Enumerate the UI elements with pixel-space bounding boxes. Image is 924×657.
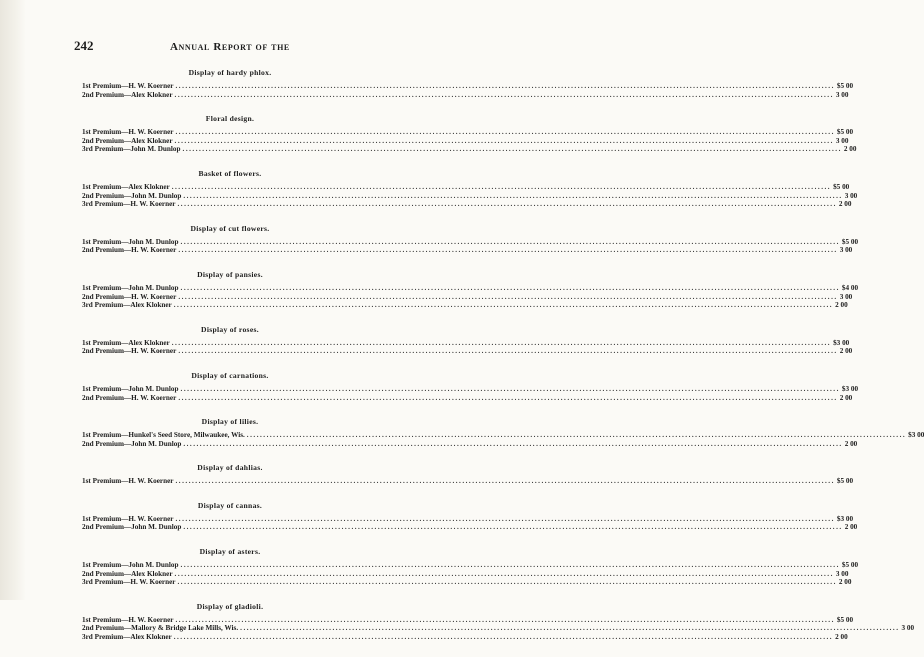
dot-leader: ........................................................................................................................................................................................................ [183, 191, 843, 200]
premium-amount: $5 00 [836, 477, 854, 486]
premium-winner: 2nd Premium—John M. Dunlop [82, 523, 182, 532]
dot-leader: ........................................................................................................................................................................................................ [175, 128, 835, 137]
dot-leader: ........................................................................................................................................................................................................ [178, 347, 838, 356]
premium-row [74, 145, 857, 154]
premium-amount: $3 00 [833, 338, 850, 347]
premium-winner: 2nd Premium—John M. Dunlop [82, 439, 182, 448]
section-title: Display of cannas. [197, 500, 263, 510]
dot-leader: ........................................................................................................................................................................................................ [180, 283, 840, 292]
premium-winner: 1st Premium—Hunkel's Seed Store, Milwaukee, Wis. [82, 431, 245, 440]
premium-winner: 2nd Premium—H. W. Koerner [82, 246, 177, 255]
dot-leader: ........................................................................................................................................................................................................ [177, 578, 837, 587]
premium-amount: $5 00 [841, 237, 859, 246]
premium-amount: 2 00 [844, 523, 858, 532]
premium-row [74, 624, 915, 633]
dot-leader: ........................................................................................................................................................................................................ [174, 136, 834, 145]
premium-amount: 2 00 [835, 633, 848, 642]
premium-winner: 2nd Premium—John M. Dunlop [82, 191, 182, 200]
premium-amount: 2 00 [838, 200, 852, 209]
premium-winner: 1st Premium—John M. Dunlop [82, 384, 179, 393]
premium-amount: 3 00 [835, 136, 849, 145]
premium-section [74, 500, 858, 532]
dot-leader: ........................................................................................................................................................................................................ [173, 301, 834, 310]
section-title: Display of dahlias. [197, 463, 263, 473]
page-number: 242 [74, 38, 94, 53]
premium-row [74, 439, 858, 449]
premium-winner: 1st Premium—Alex Klokner [82, 182, 170, 191]
premium-amount: $3 00 [836, 514, 854, 523]
premium-winner: 1st Premium—H. W. Koerner [82, 514, 174, 523]
premium-winner: 2nd Premium—Mallory & Bridge Lake Mills, Wis. [82, 624, 239, 633]
premium-section [74, 269, 859, 310]
premium-amount: 3 00 [844, 191, 858, 200]
section-title: Display of roses. [201, 324, 259, 334]
premium-amount: $5 00 [836, 82, 854, 90]
premium-winner: 2nd Premium—Alex Klokner [82, 569, 173, 578]
dot-leader: ........................................................................................................................................................................................................ [178, 393, 838, 402]
premium-amount: 2 00 [843, 145, 857, 154]
section-title: Display of pansies. [197, 269, 263, 279]
premium-winner: 3rd Premium—Alex Klokner [82, 633, 172, 642]
dot-leader: ........................................................................................................................................................................................................ [175, 514, 835, 523]
premium-amount: 3 00 [835, 90, 849, 99]
dot-leader: ........................................................................................................................................................................................................ [180, 561, 840, 570]
premium-amount: 3 00 [839, 292, 853, 301]
premium-amount: $5 00 [836, 615, 854, 624]
premium-amount: 3 00 [839, 246, 853, 255]
dot-leader: ........................................................................................................................................................................................................ [183, 439, 843, 448]
dot-leader: ........................................................................................................................................................................................................ [240, 624, 900, 633]
premium-row [74, 292, 853, 302]
premium-winner: 1st Premium—H. W. Koerner [82, 477, 174, 486]
premium-winner: 1st Premium—John M. Dunlop [82, 561, 179, 570]
premium-row [74, 90, 849, 100]
section-title: Display of asters. [199, 547, 261, 557]
premium-row [74, 384, 859, 394]
document-page [74, 38, 924, 657]
section-title: Display of gladioli. [196, 601, 264, 611]
premium-row [74, 182, 850, 192]
page-edge-shading [0, 0, 26, 600]
premium-list [74, 68, 924, 642]
dot-leader: ........................................................................................................................................................................................................ [173, 633, 834, 642]
running-head-title: Annual Report of the [170, 41, 290, 53]
premium-winner: 1st Premium—H. W. Koerner [82, 128, 174, 137]
premium-section [74, 114, 857, 154]
dot-leader: ........................................................................................................................................................................................................ [177, 200, 837, 209]
premium-amount: $3 00 [908, 431, 924, 440]
premium-amount: 2 00 [838, 578, 852, 587]
premium-section [74, 463, 854, 486]
premium-row [74, 301, 848, 310]
dot-leader: ........................................................................................................................................................................................................ [246, 431, 907, 440]
premium-section [74, 547, 859, 587]
premium-amount: 2 00 [839, 393, 853, 402]
premium-row [74, 477, 854, 486]
dot-leader: ........................................................................................................................................................................................................ [178, 246, 838, 255]
dot-leader: ........................................................................................................................................................................................................ [171, 338, 832, 347]
premium-row [74, 191, 858, 201]
premium-row [74, 128, 854, 137]
premium-amount: 3 00 [835, 569, 849, 578]
section-title: Floral design. [205, 114, 255, 124]
premium-row [74, 338, 850, 348]
dot-leader: ........................................................................................................................................................................................................ [171, 182, 832, 191]
premium-winner: 2nd Premium—Alex Klokner [82, 136, 173, 145]
premium-row [74, 136, 849, 146]
dot-leader: ........................................................................................................................................................................................................ [183, 523, 843, 532]
premium-row [74, 633, 848, 642]
premium-winner: 3rd Premium—John M. Dunlop [82, 145, 181, 154]
premium-section [74, 68, 854, 99]
section-title: Basket of flowers. [198, 168, 262, 178]
premium-section [74, 168, 858, 209]
premium-section [74, 370, 859, 402]
premium-winner: 1st Premium—Alex Klokner [82, 338, 170, 347]
dot-leader: ........................................................................................................................................................................................................ [180, 237, 840, 246]
dot-leader: ........................................................................................................................................................................................................ [174, 90, 834, 99]
premium-row [74, 246, 853, 255]
premium-section [74, 223, 859, 255]
section-title: Display of carnations. [191, 370, 269, 380]
premium-winner: 2nd Premium—H. W. Koerner [82, 347, 177, 356]
premium-amount: 3 00 [901, 624, 915, 633]
premium-winner: 2nd Premium—Alex Klokner [82, 90, 173, 99]
dot-leader: ........................................................................................................................................................................................................ [180, 384, 840, 393]
premium-amount: $3 00 [841, 384, 859, 393]
premium-winner: 3rd Premium—Alex Klokner [82, 301, 172, 310]
premium-winner: 1st Premium—H. W. Koerner [82, 615, 174, 624]
premium-amount: $5 00 [841, 561, 859, 570]
premium-row [74, 82, 854, 91]
premium-row [74, 578, 852, 587]
premium-winner: 2nd Premium—H. W. Koerner [82, 292, 177, 301]
premium-amount: $5 00 [833, 182, 850, 191]
premium-row [74, 569, 849, 579]
premium-winner: 1st Premium—H. W. Koerner [82, 82, 174, 90]
premium-row [74, 200, 852, 209]
dot-leader: ........................................................................................................................................................................................................ [182, 145, 842, 154]
premium-row [74, 523, 858, 532]
running-head [74, 38, 386, 56]
dot-leader: ........................................................................................................................................................................................................ [175, 82, 835, 90]
premium-amount: $5 00 [836, 128, 854, 137]
premium-row [74, 514, 854, 524]
section-title: Display of cut flowers. [190, 223, 270, 233]
premium-section [74, 324, 853, 356]
dot-leader: ........................................................................................................................................................................................................ [178, 292, 838, 301]
premium-winner: 1st Premium—John M. Dunlop [82, 283, 179, 292]
premium-amount: 2 00 [839, 347, 853, 356]
premium-row [74, 237, 859, 247]
premium-winner: 3rd Premium—H. W. Koerner [82, 200, 176, 209]
premium-row [74, 393, 853, 403]
premium-section [74, 601, 915, 642]
premium-row [74, 561, 859, 570]
premium-row [74, 615, 854, 625]
section-title: Display of hardy phlox. [188, 68, 272, 77]
premium-section [74, 417, 924, 448]
premium-row [74, 283, 859, 293]
dot-leader: ........................................................................................................................................................................................................ [175, 615, 835, 624]
premium-amount: 2 00 [835, 301, 848, 310]
premium-winner: 3rd Premium—H. W. Koerner [82, 578, 176, 587]
premium-row [74, 347, 853, 356]
section-title: Display of lilies. [201, 417, 259, 427]
premium-winner: 1st Premium—John M. Dunlop [82, 237, 179, 246]
premium-amount: $4 00 [841, 283, 859, 292]
premium-amount: 2 00 [844, 439, 858, 448]
premium-winner: 2nd Premium—H. W. Koerner [82, 393, 177, 402]
dot-leader: ........................................................................................................................................................................................................ [175, 477, 835, 486]
dot-leader: ........................................................................................................................................................................................................ [174, 569, 834, 578]
premium-row [74, 431, 924, 440]
